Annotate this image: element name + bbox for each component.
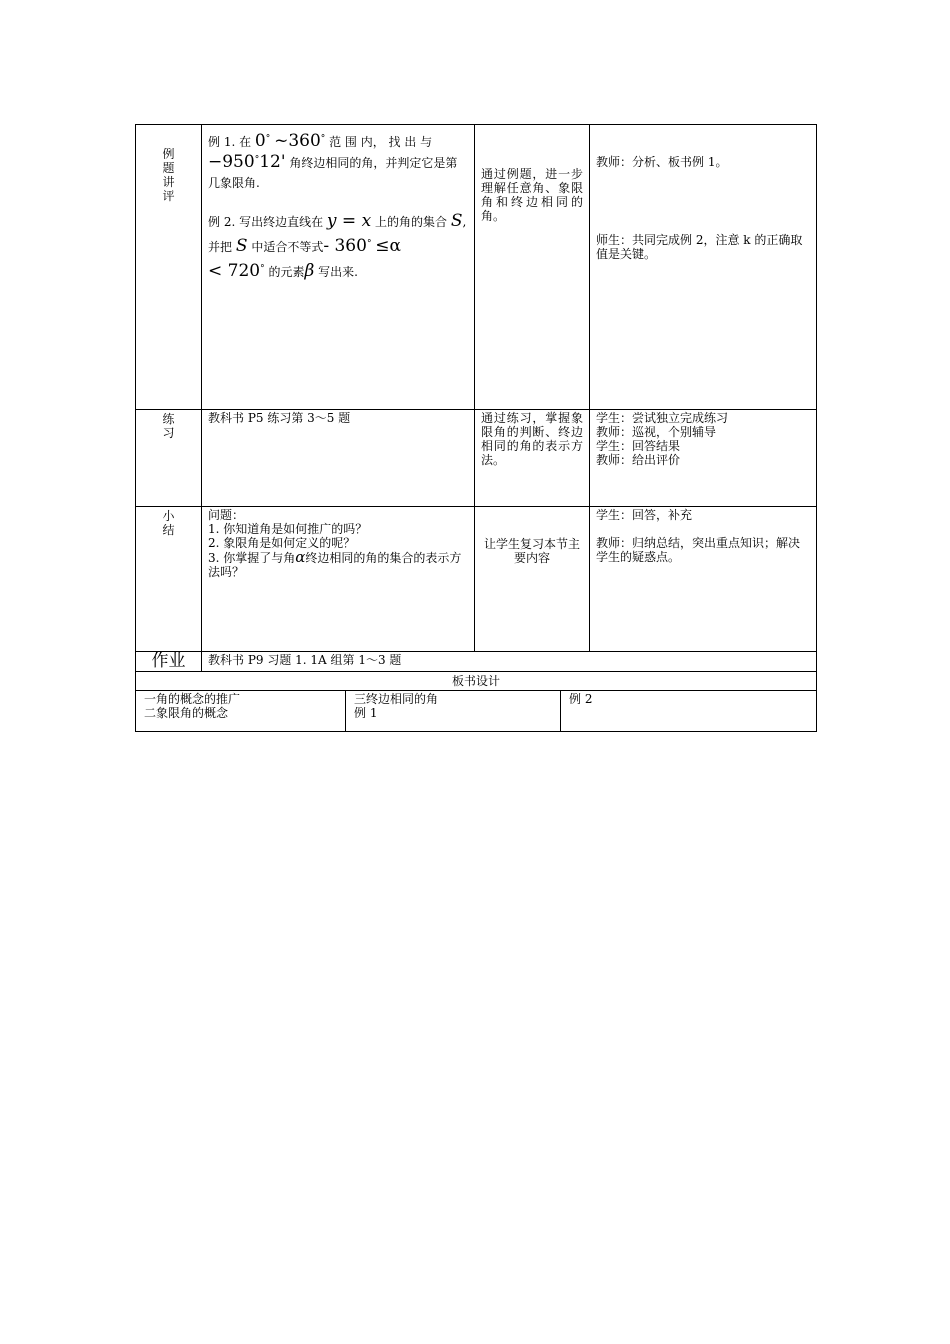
activity-line: 教师：给出评价: [596, 453, 681, 467]
practice-content: [202, 410, 475, 507]
question-title: 问题：: [208, 508, 245, 522]
examples-activity: [590, 125, 817, 410]
practice-label: [136, 410, 202, 507]
degree-mark: °: [260, 264, 265, 274]
practice-text: 教科书 P5 练习第 3～5 题: [208, 411, 351, 425]
degree-mark: °: [265, 134, 271, 144]
purpose-text: 让学生复习本节主要内容: [483, 537, 580, 565]
homework-row: [136, 652, 817, 672]
ex1-zero: 0: [254, 131, 266, 151]
board-col-3: [561, 691, 817, 732]
question-2: 2. 象限角是如何定义的呢？: [208, 536, 356, 550]
ex2-lt: < 720: [208, 261, 261, 281]
activity-line: 学生：尝试独立完成练习: [596, 411, 729, 425]
ex2-after-line: 上的角的集合: [375, 215, 448, 229]
degree-mark: °: [254, 155, 260, 165]
summary-purpose: [475, 507, 590, 652]
label-char: 练: [162, 412, 175, 426]
degree-mark: °: [366, 239, 372, 249]
label-char: 题: [162, 161, 175, 175]
examples-row: [136, 125, 817, 410]
ex2-tail: 写出来.: [318, 265, 358, 279]
summary-row: [136, 507, 817, 652]
q3-alpha: α: [295, 548, 306, 566]
board-row: [136, 691, 817, 732]
summary-label: [136, 507, 202, 652]
purpose-text: 通过练习，掌握象限角的判断、终边相同的角的表示方法。: [481, 411, 583, 467]
examples-purpose: [475, 125, 590, 410]
ex2-beta: β: [304, 261, 315, 281]
practice-purpose: [475, 410, 590, 507]
ex2-eq: =: [336, 211, 362, 231]
board-title-row: [136, 672, 817, 691]
board-line: 例 1: [354, 706, 378, 720]
label-char: 习: [162, 426, 175, 440]
degree-mark: °: [320, 134, 326, 144]
example-2: [208, 209, 468, 284]
lesson-plan-sheet: [135, 124, 816, 732]
activity-line: 教师：归纳总结，突出重点知识；解决学生的疑惑点。: [596, 536, 801, 564]
summary-activity: [590, 507, 817, 652]
examples-label: [136, 125, 202, 410]
ex2-low: - 360: [323, 236, 367, 256]
question-1: 1. 你知道角是如何推广的吗？: [208, 522, 368, 536]
ex2-ineq-text: 中适合不等式: [251, 240, 324, 254]
ex1-360: ~360: [274, 131, 321, 151]
examples-content: [202, 125, 475, 410]
activity-line: 学生：回答，补充: [596, 508, 693, 522]
board-col-1: [136, 691, 346, 732]
activity-line: 教师：分析、板书例 1。: [596, 155, 728, 169]
label-char: 评: [162, 189, 175, 203]
homework-label: [136, 652, 202, 672]
ex1-angle-min: 12': [259, 152, 286, 172]
board-line: 例 2: [569, 692, 593, 706]
label-char: 例: [162, 147, 175, 161]
lesson-table: [135, 124, 817, 691]
q3-post: 终边相同的角的集合的表示方法吗？: [208, 551, 462, 579]
homework-content: [202, 652, 817, 672]
ex2-s2: S: [235, 236, 248, 256]
q3-pre: 3. 你掌握了与角: [208, 551, 296, 565]
summary-content: [202, 507, 475, 652]
ex2-elem-text: 的元素: [268, 265, 305, 279]
activity-line: 师生：共同完成例 2，注意 k 的正确取值是关键。: [596, 233, 803, 261]
label-char: 讲: [162, 175, 175, 189]
activity-line: 学生：回答结果: [596, 439, 681, 453]
homework-label-text: 作业: [151, 651, 186, 671]
board-title-text: 板书设计: [451, 674, 500, 688]
ex2-and: , 并把: [208, 215, 467, 254]
board-col-2: [346, 691, 561, 732]
question-3: [208, 550, 468, 579]
board-design-table: [135, 691, 817, 732]
practice-activity: [590, 410, 817, 507]
ex2-x: x: [361, 211, 372, 231]
board-line: 二象限角的概念: [144, 706, 229, 720]
label-char: 结: [162, 523, 175, 537]
ex1-rest: 角终边相同的角，并判定它是第几象限角.: [208, 156, 458, 190]
purpose-text: 通过例题，进一步理解任意角、象限角和终边相同的角。: [481, 167, 583, 223]
board-title: [136, 672, 817, 691]
ex2-prefix: 例 2. 写出终边直线在: [208, 215, 324, 229]
ex1-prefix: 例 1. 在: [208, 135, 252, 149]
ex2-le-alpha: ≤α: [375, 236, 402, 256]
activity-line: 教师：巡视，个别辅导: [596, 425, 717, 439]
ex1-angle: −950: [208, 152, 255, 172]
ex2-y: y: [326, 211, 337, 231]
board-line: 一角的概念的推广: [144, 692, 241, 706]
practice-row: [136, 410, 817, 507]
board-line: 三终边相同的角: [354, 692, 439, 706]
example-1: [208, 131, 468, 193]
ex1-range-text: 范 围 内， 找 出 与: [329, 135, 433, 149]
label-char: 小: [162, 509, 175, 523]
ex2-s: S: [450, 211, 463, 231]
homework-text: 教科书 P9 习题 1. 1A 组第 1～3 题: [208, 653, 402, 667]
